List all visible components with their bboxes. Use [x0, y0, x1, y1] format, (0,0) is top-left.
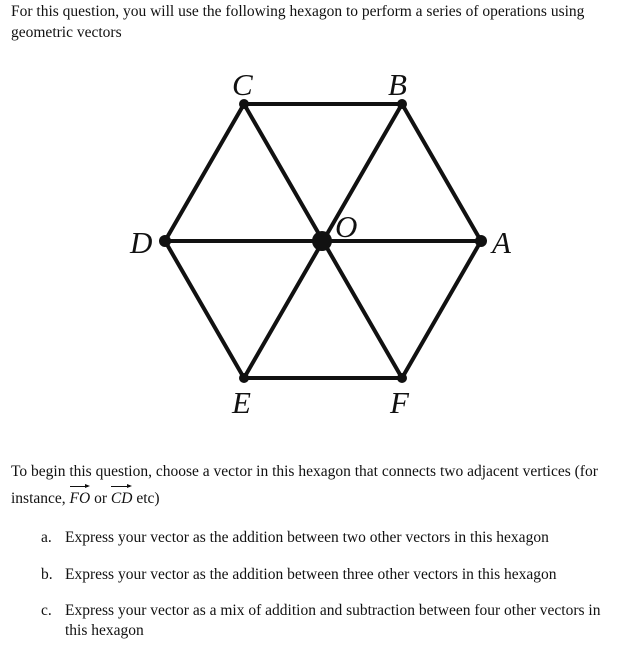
vertex-a-dot: [475, 235, 487, 247]
vertex-label-e: E: [232, 385, 251, 420]
vertex-label-b: B: [388, 67, 407, 102]
vector-example-cd: [111, 484, 133, 511]
intro-text: For this question, you will use the following hexagon to perform a series of operations using geometric vectors: [11, 3, 585, 41]
question-part-b: [41, 565, 611, 585]
part-marker: b.: [41, 566, 53, 583]
prompt-paragraph: [11, 459, 611, 511]
question-part-c: [41, 601, 611, 641]
vertex-f-dot: [397, 373, 407, 383]
vertex-d-dot: [159, 235, 171, 247]
center-o-dot: [312, 231, 332, 251]
center-label-o: O: [335, 209, 358, 244]
part-text: Express your vector as the addition between three other vectors in this hexagon: [65, 566, 557, 583]
part-marker: c.: [41, 602, 52, 619]
vector-example-fo-label: FO: [69, 490, 91, 507]
prompt-text-before: To begin this question, choose a vector in this hexagon that connects two adjacent vertices (for instance,: [11, 463, 598, 507]
vertex-label-d: D: [130, 225, 153, 260]
edge-ed: [165, 241, 244, 378]
vector-example-fo: [70, 484, 91, 511]
edge-af: [402, 241, 481, 378]
question-part-a: [41, 528, 611, 548]
vertex-label-f: F: [390, 385, 409, 420]
edge-dc: [165, 104, 244, 241]
part-text: Express your vector as a mix of addition and subtraction between four other vectors in this hexagon: [65, 602, 601, 639]
prompt-connector: or: [90, 490, 111, 507]
vertex-label-c: C: [232, 67, 253, 102]
vertex-label-a: A: [492, 225, 511, 260]
edge-ba: [402, 104, 481, 241]
vector-arrow-icon: [111, 484, 133, 490]
part-text: Express your vector as the addition between two other vectors in this hexagon: [65, 529, 549, 546]
vector-arrow-icon: [70, 484, 91, 490]
prompt-text-after: etc): [132, 490, 160, 507]
vertex-e-dot: [239, 373, 249, 383]
vector-example-cd-label: CD: [110, 490, 133, 507]
part-marker: a.: [41, 529, 52, 546]
